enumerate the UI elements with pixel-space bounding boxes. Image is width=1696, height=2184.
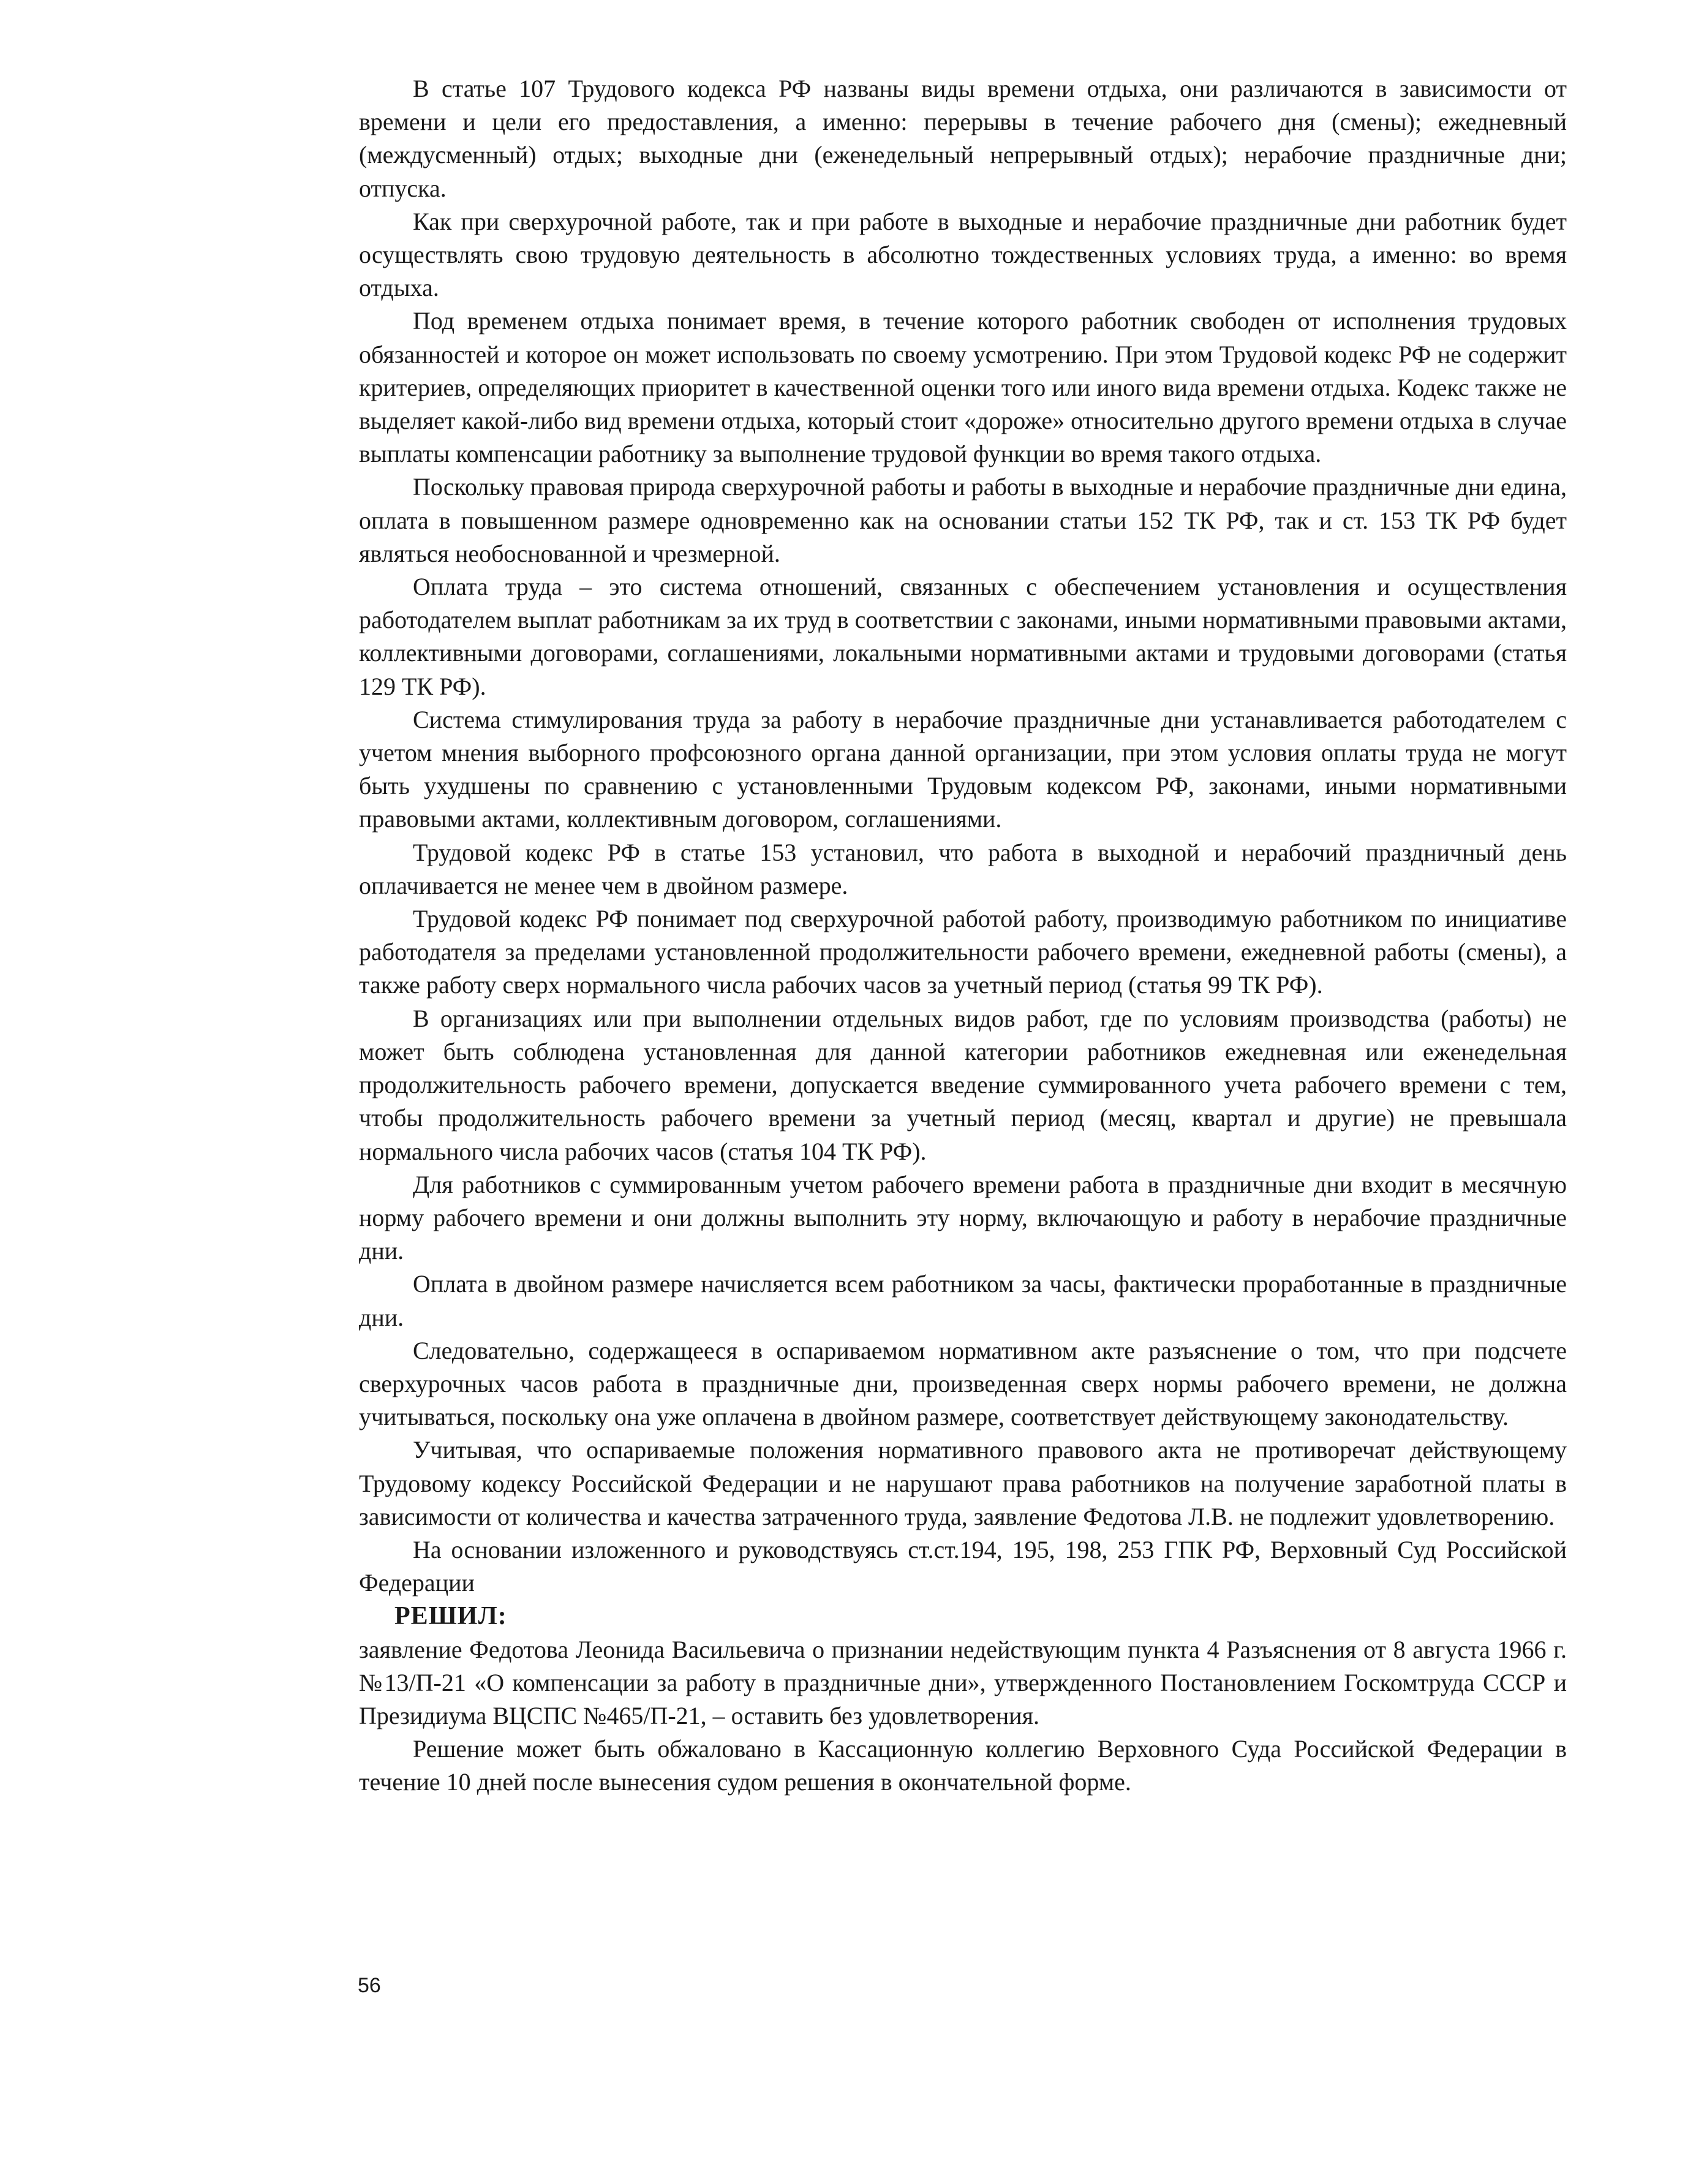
paragraph-1: В статье 107 Трудового кодекса РФ названы виды времени отдыха, они различаются в зависимости от времени и цели его предоставления, а именно: перерывы в течение рабочего дня (смены); ежедневный (междусменный) отдых; выходные дни (еженедельный непрерывный отдых); нерабочие праздничные дни; отпуска. xyxy=(359,75,1567,202)
paragraph-9: В организациях или при выполнении отдельных видов работ, где по условиям производства (работы) не может быть соблюдена установленная для данной категории работников ежедневная или еженедельная продолжительность рабочего времени, допускается введение суммированного учета рабочего времени с тем, чтобы продолжительность рабочего времени за учетный период (месяц, квартал и другие) не превышала нормального числа рабочих часов (статья 104 ТК РФ). xyxy=(359,1004,1567,1165)
paragraph-11: Оплата в двойном размере начисляется всем работником за часы, фактически проработанные в праздничные дни. xyxy=(359,1270,1567,1331)
paragraph-8: Трудовой кодекс РФ понимает под сверхурочной работой работу, производимую работником по инициативе работодателя за пределами установленной продолжительности рабочего времени, ежедневной работы (смены), а также работу сверх нормального числа рабочих часов за учетный период (статья 99 ТК РФ). xyxy=(359,905,1567,999)
decision-heading: РЕШИЛ: xyxy=(394,1602,507,1631)
paragraph-13: Учитывая, что оспариваемые положения нормативного правового акта не противоречат действующему Трудовому кодексу Российской Федерации и не нарушают права работников на получение заработной платы в зависимости от количества и качества затраченного труда, заявление Федотова Л.В. не подлежит удовлетворению. xyxy=(359,1436,1567,1530)
paragraph-5: Оплата труда – это система отношений, связанных с обеспечением установления и осуществления работодателем выплат работникам за их труд в соответствии с законами, иными нормативными правовыми актами, коллективными договорами, соглашениями, локальными нормативными актами и трудовыми договорами (статья 129 ТК РФ). xyxy=(359,573,1567,700)
paragraph-4: Поскольку правовая природа сверхурочной работы и работы в выходные и нерабочие праздничные дни едина, оплата в повышенном размере одновременно как на основании статьи 152 ТК РФ, так и ст. 153 ТК РФ будет являться необоснованной и чрезмерной. xyxy=(359,473,1567,567)
document-body xyxy=(359,72,1567,1799)
page-number: 56 xyxy=(358,1974,381,1997)
paragraph-6: Система стимулирования труда за работу в нерабочие праздничные дни устанавливается работодателем с учетом мнения выборного профсоюзного органа данной организации, при этом условия оплаты труда не могут быть ухудшены по сравнению с установленными Трудовым кодексом РФ, законами, иными нормативными правовыми актами, коллективным договором, соглашениями. xyxy=(359,705,1567,833)
paragraph-12: Следовательно, содержащееся в оспариваемом нормативном акте разъяснение о том, что при подсчете сверхурочных часов работа в праздничные дни, произведенная сверх нормы рабочего времени, не должна учитываться, поскольку она уже оплачена в двойном размере, соответствует действующему законодательству. xyxy=(359,1336,1567,1431)
decision-text: заявление Федотова Леонида Васильевича о признании недействующим пункта 4 Разъяснения от 8 августа 1966 г. №13/П-21 «О компенсации за работу в праздничные дни», утвержденного Постановлением Госкомтруда СССР и Президиума ВЦСПС №465/П-21, – оставить без удовлетворения. xyxy=(359,1635,1567,1729)
paragraph-2: Как при сверхурочной работе, так и при работе в выходные и нерабочие праздничные дни работник будет осуществлять свою трудовую деятельность в абсолютно тождественных условиях труда, а именно: во время отдыха. xyxy=(359,207,1567,302)
paragraph-10: Для работников с суммированным учетом рабочего времени работа в праздничные дни входит в месячную норму рабочего времени и они должны выполнить эту норму, включающую и работу в нерабочие праздничные дни. xyxy=(359,1170,1567,1265)
paragraph-7: Трудовой кодекс РФ в статье 153 установил, что работа в выходной и нерабочий праздничный день оплачивается не менее чем в двойном размере. xyxy=(359,838,1567,899)
paragraph-14: На основании изложенного и руководствуясь ст.ст.194, 195, 198, 253 ГПК РФ, Верховный Суд Российской Федерации xyxy=(359,1535,1567,1597)
appeal-text: Решение может быть обжаловано в Кассационную коллегию Верховного Суда Российской Федерации в течение 10 дней после вынесения судом решения в окончательной форме. xyxy=(359,1735,1567,1796)
paragraph-3: Под временем отдыха понимает время, в течение которого работник свободен от исполнения трудовых обязанностей и которое он может использовать по своему усмотрению. При этом Трудовой кодекс РФ не содержит критериев, определяющих приоритет в качественной оценки того или иного вида времени отдыха. Кодекс также не выделяет какой-либо вид времени отдыха, который стоит «дороже» относительно другого времени отдыха в случае выплаты компенсации работнику за выполнение трудовой функции во время такого отдыха. xyxy=(359,307,1567,468)
